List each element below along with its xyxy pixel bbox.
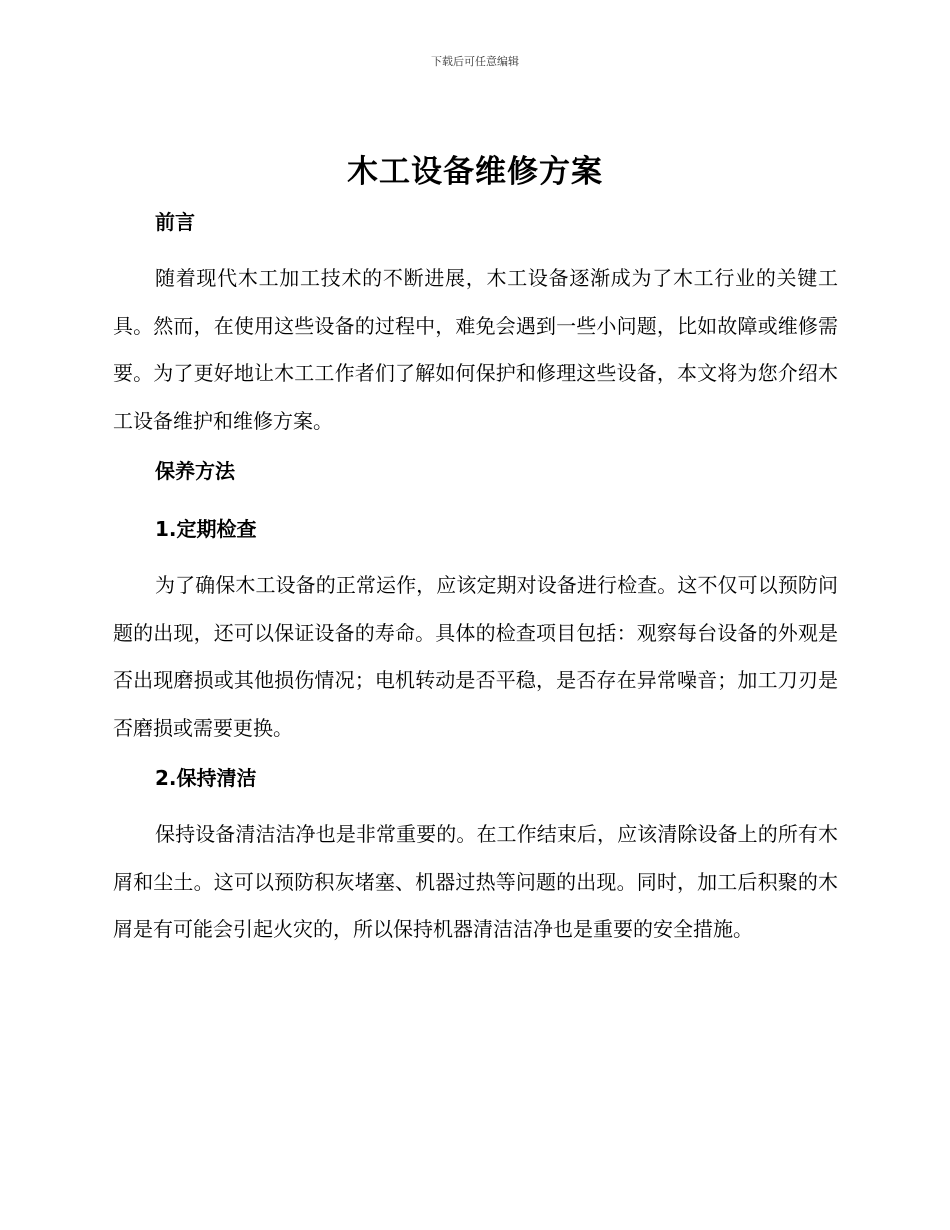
page-header-note: 下载后可任意编辑 <box>431 55 519 68</box>
paragraph-cleaning: 保持设备清洁洁净也是非常重要的。在工作结束后，应该清除设备上的所有木屑和尘土。这可以预防积灰堵塞、机器过热等问题的出现。同时，加工后积聚的木屑是有可能会引起火灾的，所以保持机器清洁洁净也是重要的安全措施。 <box>113 822 838 941</box>
subsection-heading-inspection: 1.定期检查 <box>155 517 257 541</box>
section-heading-preface: 前言 <box>155 210 195 234</box>
paragraph-preface: 随着现代木工加工技术的不断进展，木工设备逐渐成为了木工行业的关键工具。然而，在使用这些设备的过程中，难免会遇到一些小问题，比如故障或维修需要。为了更好地让木工工作者们了解如何保护和修理这些设备，本文将为您介绍木工设备维护和维修方案。 <box>113 266 838 433</box>
paragraph-inspection: 为了确保木工设备的正常运作，应该定期对设备进行检查。这不仅可以预防问题的出现，还可以保证设备的寿命。具体的检查项目包括：观察每台设备的外观是否出现磨损或其他损伤情况；电机转动是否平稳，是否存在异常噪音；加工刀刃是否磨损或需要更换。 <box>113 573 838 740</box>
document-title: 木工设备维修方案 <box>347 154 603 190</box>
section-heading-maintenance: 保养方法 <box>155 459 235 483</box>
subsection-heading-cleaning: 2.保持清洁 <box>155 766 257 790</box>
